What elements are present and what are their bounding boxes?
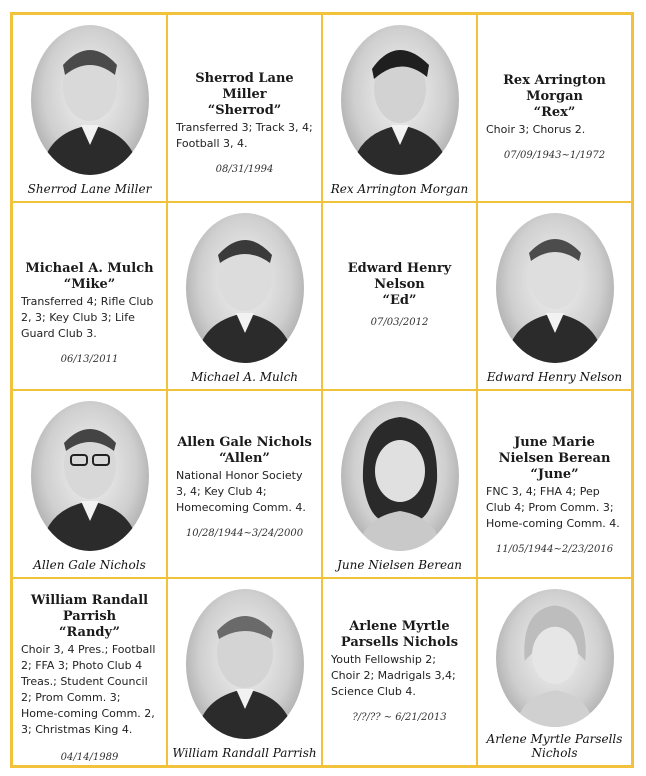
- student-dates: 11/05/1944~2/23/2016: [495, 544, 614, 555]
- student-activities: Youth Fellowship 2; Choir 2; Madrigals 3,4; Science Club 4.: [331, 653, 456, 698]
- portrait-silhouette: [341, 401, 459, 551]
- info-cell-nelson: [322, 202, 477, 390]
- portrait-photo: [31, 401, 149, 551]
- student-activities: Transferred 4; Rifle Club 2, 3; Key Club 3; Life Guard Club 3.: [21, 295, 154, 340]
- photo-caption: Rex Arrington Morgan: [330, 182, 469, 196]
- student-dates: 07/03/2012: [370, 317, 429, 328]
- photo-caption: William Randall Parrish: [172, 746, 317, 760]
- student-name: June Marie Nielsen Berean: [498, 435, 611, 466]
- photo-cell-nelson: [477, 202, 632, 390]
- portrait-photo: [496, 213, 614, 363]
- student-dates: ?/?/?? ~ 6/21/2013: [352, 712, 447, 723]
- student-name: Sherrod Lane Miller: [195, 71, 294, 102]
- student-nickname: “June”: [530, 467, 579, 482]
- photo-cell-miller: [12, 14, 167, 202]
- student-nickname: “Mike”: [63, 277, 116, 292]
- student-activities: Transferred 3; Track 3, 4; Football 3, 4.: [176, 121, 313, 150]
- photo-cell-parrish: [167, 578, 322, 766]
- photo-caption: Sherrod Lane Miller: [27, 182, 152, 196]
- student-nickname: “Ed”: [382, 293, 417, 308]
- photo-caption: Arlene Myrtle Parsells Nichols: [486, 732, 623, 760]
- student-dates: 06/13/2011: [60, 354, 119, 365]
- yearbook-grid: [10, 12, 634, 768]
- student-nickname: “Allen”: [219, 451, 270, 466]
- portrait-silhouette: [186, 589, 304, 739]
- info-cell-morgan: [477, 14, 632, 202]
- student-activities: FNC 3, 4; FHA 4; Pep Club 4; Prom Comm. 3; Home-coming Comm. 4.: [486, 485, 620, 530]
- photo-caption: Edward Henry Nelson: [486, 370, 623, 384]
- student-name: Rex Arrington Morgan: [503, 73, 606, 104]
- student-name: Allen Gale Nichols: [177, 435, 312, 450]
- student-activities: Choir 3, 4 Pres.; Football 2; FFA 3; Photo Club 4 Treas.; Student Council 2; Prom Comm. 3; Home-coming Comm. 2, 3; Christmas King 4.: [21, 643, 156, 736]
- student-name: Michael A. Mulch: [25, 261, 154, 276]
- student-dates: 10/28/1944~3/24/2000: [185, 528, 304, 539]
- portrait-silhouette: [31, 401, 149, 551]
- student-name: William Randall Parrish: [30, 593, 149, 624]
- student-name: Edward Henry Nelson: [347, 261, 452, 292]
- student-activities: Choir 3; Chorus 2.: [486, 123, 586, 136]
- portrait-photo: [186, 213, 304, 363]
- student-dates: 08/31/1994: [215, 164, 274, 175]
- photo-caption: Allen Gale Nichols: [33, 558, 146, 572]
- photo-cell-mulch: [167, 202, 322, 390]
- student-name: Arlene Myrtle Parsells Nichols: [340, 619, 459, 650]
- portrait-silhouette: [496, 589, 614, 727]
- portrait-silhouette: [496, 213, 614, 363]
- info-cell-nichols: [167, 390, 322, 578]
- photo-cell-parsells: [477, 578, 632, 766]
- photo-caption: June Nielsen Berean: [337, 558, 462, 572]
- info-cell-mulch: [12, 202, 167, 390]
- photo-cell-morgan: [322, 14, 477, 202]
- portrait-photo: [341, 401, 459, 551]
- info-cell-berean: [477, 390, 632, 578]
- photo-cell-nichols: [12, 390, 167, 578]
- student-activities: National Honor Society 3, 4; Key Club 4; Homecoming Comm. 4.: [176, 469, 306, 514]
- info-cell-miller: [167, 14, 322, 202]
- student-nickname: “Sherrod”: [207, 103, 282, 118]
- portrait-silhouette: [341, 25, 459, 175]
- photo-caption: Michael A. Mulch: [190, 370, 299, 384]
- info-cell-parsells: [322, 578, 477, 766]
- portrait-photo: [496, 589, 614, 727]
- photo-cell-berean: [322, 390, 477, 578]
- student-dates: 07/09/1943~1/1972: [503, 150, 606, 161]
- portrait-silhouette: [31, 25, 149, 175]
- student-nickname: “Rex”: [533, 105, 576, 120]
- info-cell-parrish: [12, 578, 167, 766]
- portrait-photo: [186, 589, 304, 739]
- portrait-photo: [31, 25, 149, 175]
- portrait-photo: [341, 25, 459, 175]
- portrait-silhouette: [186, 213, 304, 363]
- student-dates: 04/14/1989: [60, 752, 119, 763]
- student-nickname: “Randy”: [58, 625, 121, 640]
